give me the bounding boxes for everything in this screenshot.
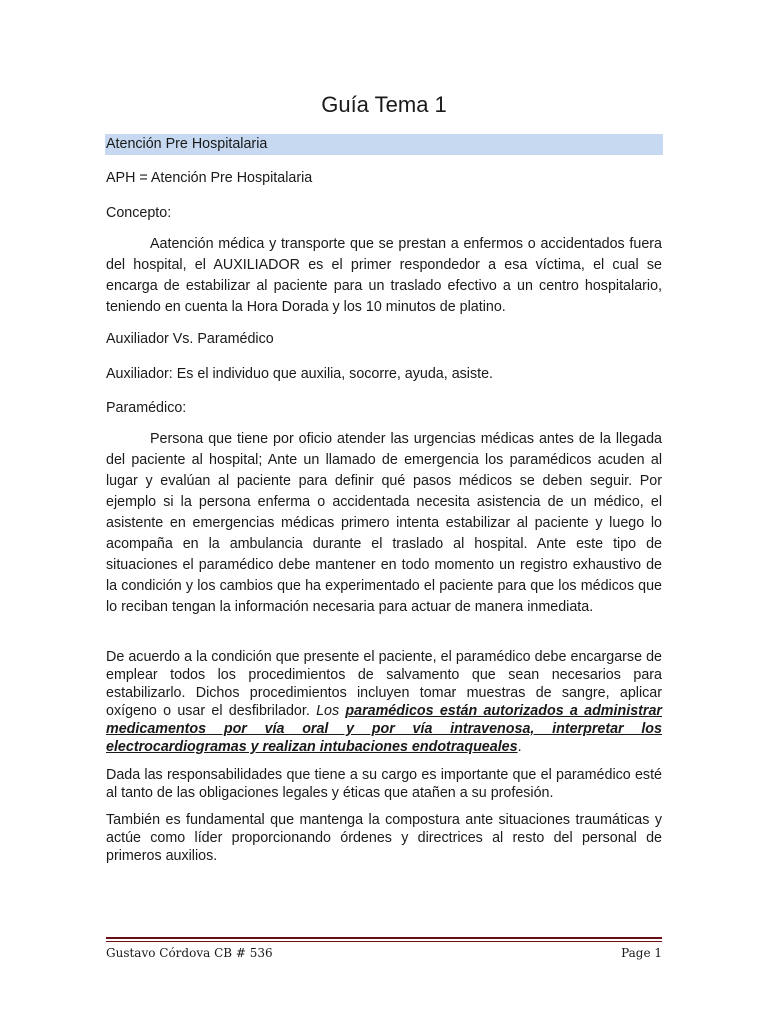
footer-author: Gustavo Córdova CB # 536 bbox=[106, 946, 273, 960]
responsabilidades-paragraph: Dada las responsabilidades que tiene a su cargo es importante que el paramédico esté al tanto de las obligaciones legales y éticas que atañen a su profesión. bbox=[106, 767, 662, 801]
footer-divider-thick bbox=[106, 937, 662, 939]
auxiliador-vs-heading: Auxiliador Vs. Paramédico bbox=[106, 331, 274, 347]
concepto-label: Concepto: bbox=[106, 205, 172, 221]
auxiliador-definition: Auxiliador: Es el individuo que auxilia, socorre, ayuda, asiste. bbox=[106, 366, 494, 382]
section-heading: Atención Pre Hospitalaria bbox=[105, 134, 663, 155]
footer-page-number: Page 1 bbox=[621, 946, 662, 960]
condicion-text: De acuerdo a la condición que presente el paciente, el paramédico debe encargarse de emplear todos los procedimientos de salvamento que sean necesarios para estabilizarlo. Dichos procedimientos incluyen tomar muestras de sangre, aplicar oxígeno o usar el desfibrilador. bbox=[106, 649, 662, 719]
footer-divider-thin bbox=[106, 941, 662, 942]
concepto-paragraph: Aatención médica y transporte que se prestan a enfermos o accidentados fuera del hospital, el AUXILIADOR es el primer respondedor a esa víctima, el cual se encarga de estabilizar al paciente para un traslado efectivo a un centro hospitalario, teniendo en cuenta la Hora Dorada y los 10 minutos de platino. bbox=[106, 236, 662, 315]
condicion-paragraph bbox=[106, 648, 662, 756]
paramedico-paragraph: Persona que tiene por oficio atender las urgencias médicas antes de la llegada del paciente al hospital; Ante un llamado de emergencia los paramédicos acuden al lugar y evalúan al paciente para definir qué pasos médicos se deben seguir. Por ejemplo si la persona enferma o accidentada necesita asistencia de un médico, el asistente en emergencias médicas primero intenta estabilizar al paciente y luego lo acompaña en la ambulancia durante el traslado al hospital. Ante este tipo de situaciones el paramédico debe mantener en todo momento un registro exhaustivo de la condición y los cambios que ha experimentado el paciente para que los médicos que lo reciban tengan la información necesaria para actuar de manera inmediata. bbox=[106, 431, 662, 615]
condicion-italic-text: Los bbox=[316, 703, 346, 719]
compostura-paragraph: También es fundamental que mantenga la compostura ante situaciones traumáticas y actúe como líder proporcionando órdenes y directrices al resto del personal de primeros auxilios. bbox=[106, 812, 662, 864]
aph-line: APH = Atención Pre Hospitalaria bbox=[106, 170, 313, 186]
condicion-period: . bbox=[517, 739, 522, 755]
paramedico-label: Paramédico: bbox=[106, 400, 187, 416]
page-title: Guía Tema 1 bbox=[321, 92, 447, 117]
condicion-emphasis-text: paramédicos están autorizados a administrar medicamentos por vía oral y por vía intravenosa, interpretar los electrocardiogramas y realizan intubaciones endotraqueales bbox=[106, 703, 662, 755]
